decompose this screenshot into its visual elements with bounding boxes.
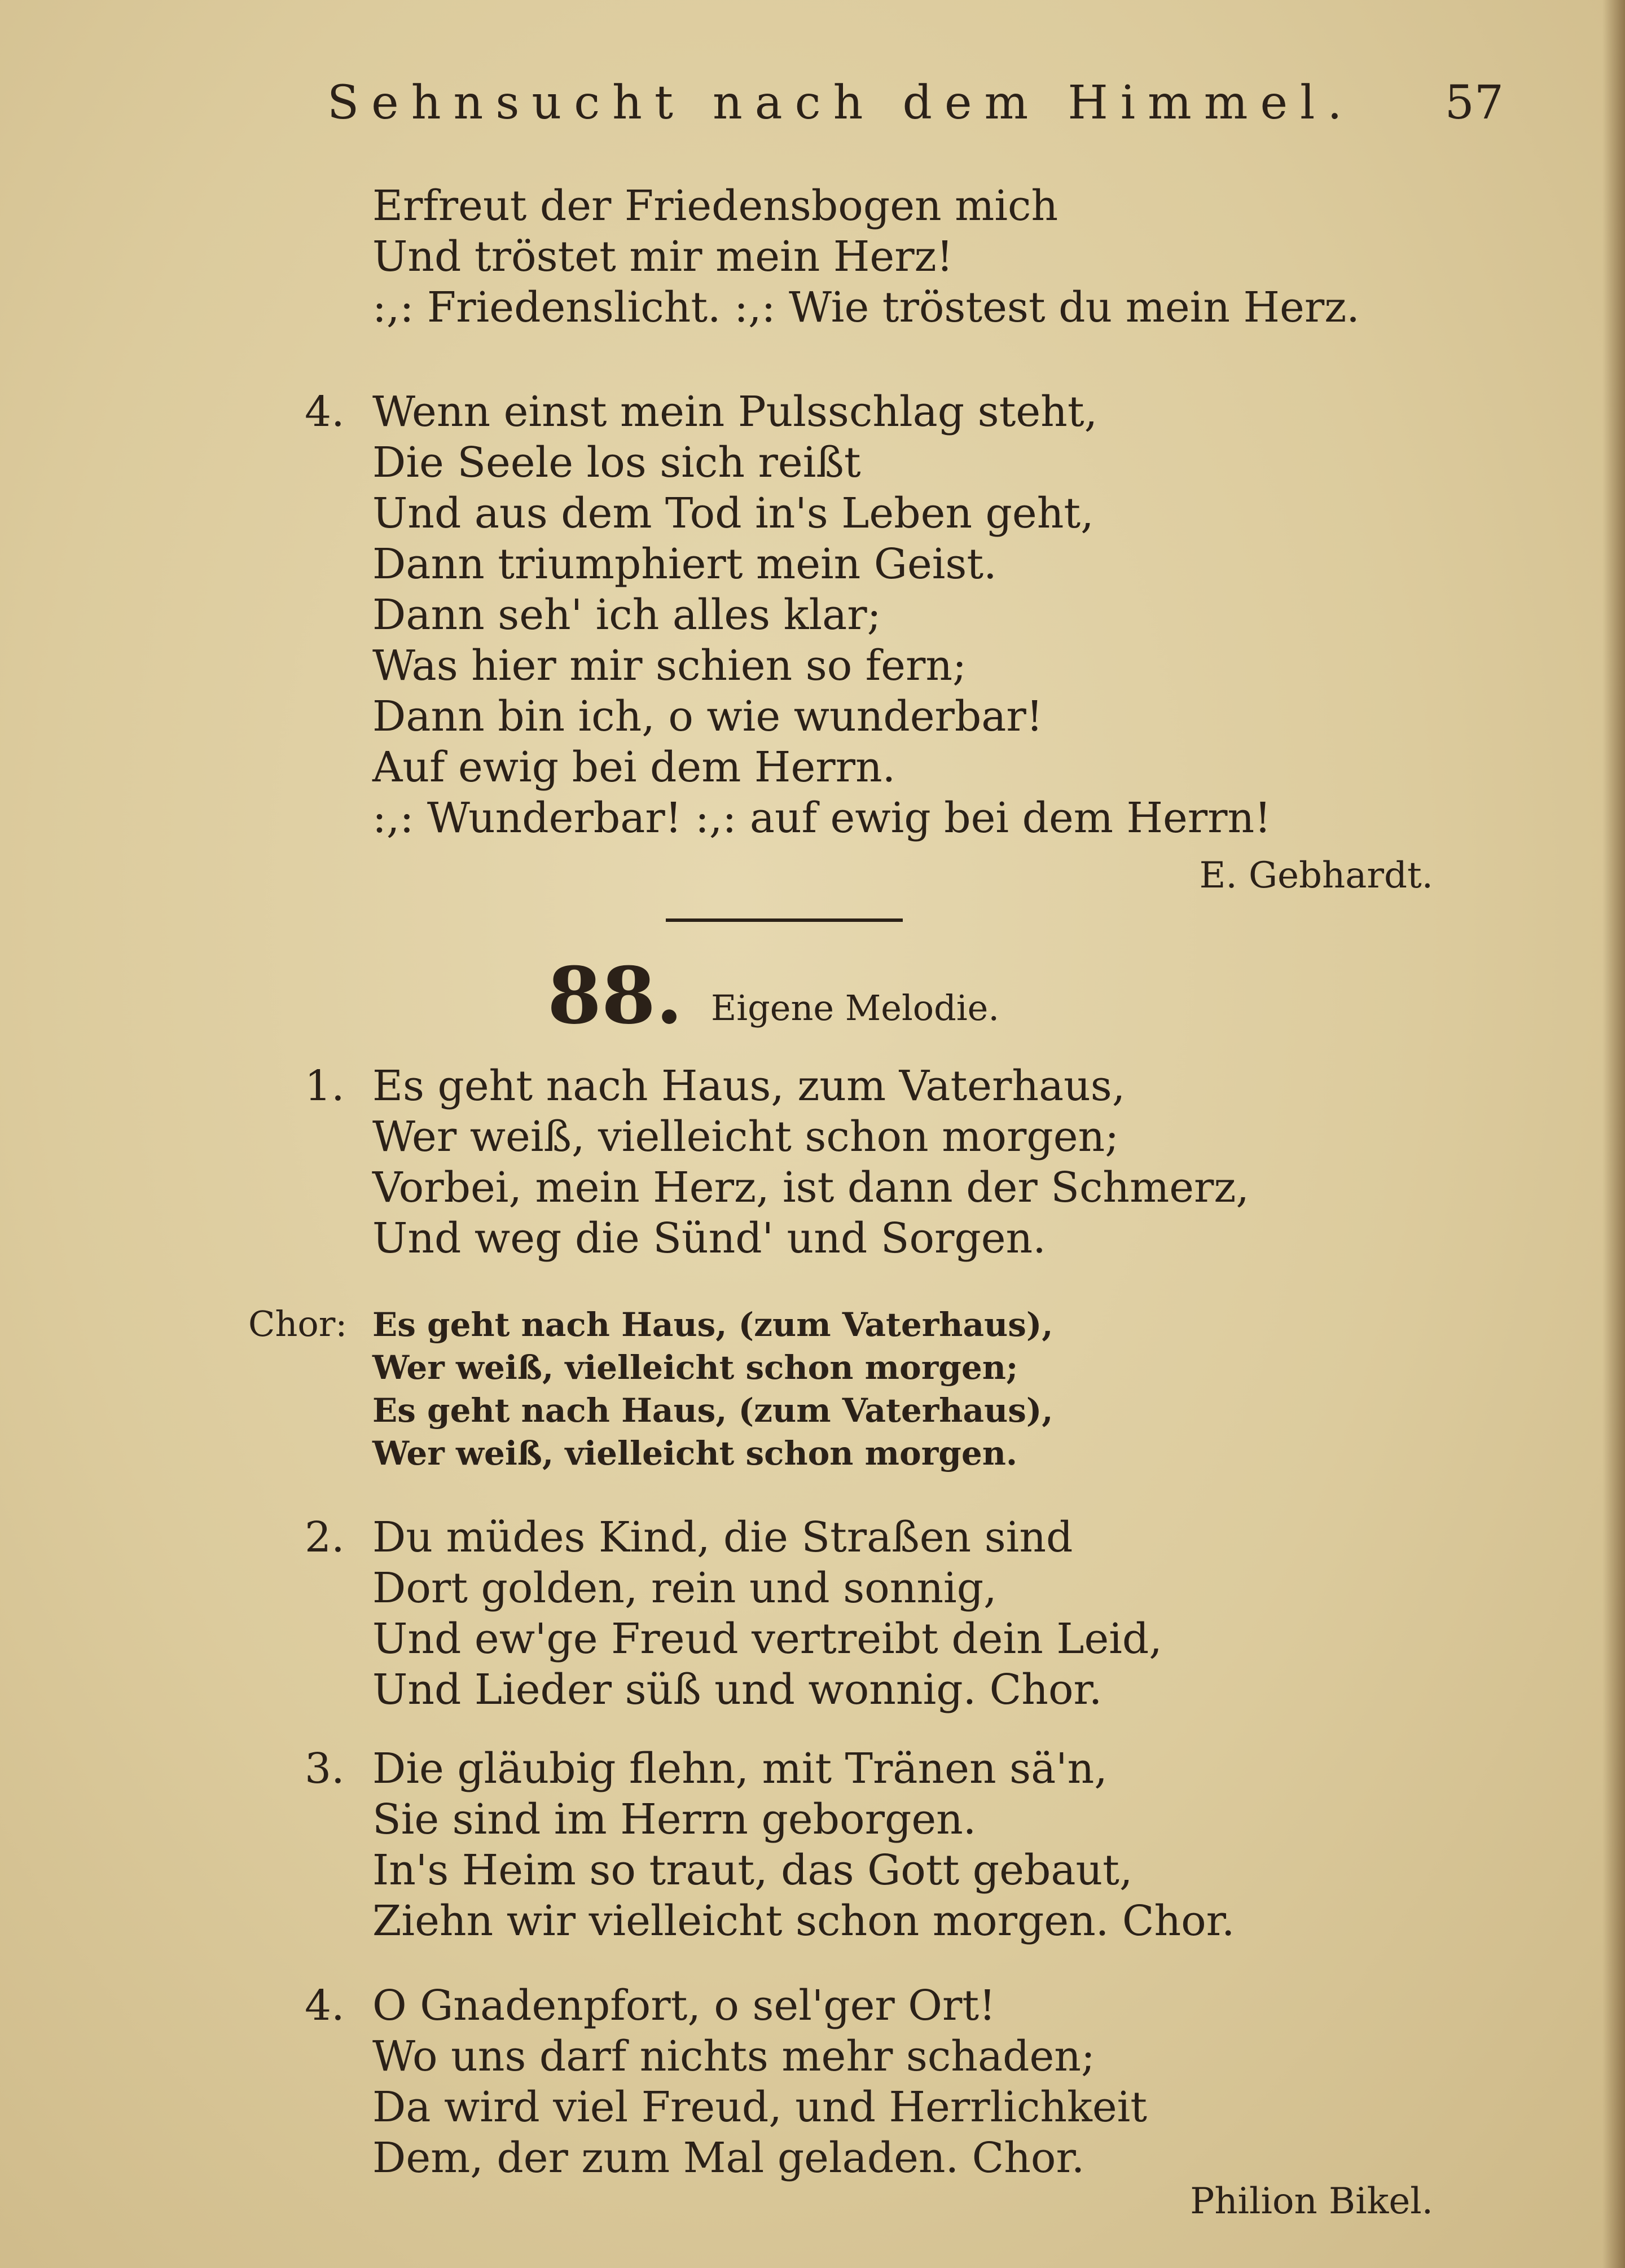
verse-line: Erfreut der Friedensbogen mich <box>372 182 1059 230</box>
chorus-line: Es geht nach Haus, (zum Vaterhaus), <box>372 1391 1053 1430</box>
section-divider <box>666 918 903 922</box>
stanza-2 <box>372 1512 1162 1715</box>
verse-line: Dem, der zum Mal geladen. Chor. <box>372 2134 1085 2182</box>
verse-line: Auf ewig bei dem Herrn. <box>372 743 896 792</box>
verse-line: Und ew'ge Freud vertreibt dein Leid, <box>372 1615 1162 1663</box>
verse-line: Und tröstet mir mein Herz! <box>372 232 954 281</box>
stanza-number: 2. <box>305 1513 345 1562</box>
verse-line: Wer weiß, vielleicht schon morgen; <box>372 1113 1119 1161</box>
chorus-line: Wer weiß, vielleicht schon morgen. <box>372 1434 1018 1473</box>
chorus-line: Es geht nach Haus, (zum Vaterhaus), <box>372 1306 1053 1344</box>
previous-hymn-stanza-4 <box>372 386 1271 843</box>
chorus-line: Wer weiß, vielleicht schon morgen; <box>372 1348 1018 1387</box>
stanza-1 <box>372 1061 1249 1264</box>
verse-line: Und aus dem Tod in's Leben geht, <box>372 489 1094 538</box>
verse-line: Wo uns darf nichts mehr schaden; <box>372 2032 1095 2081</box>
chorus <box>372 1303 1053 1475</box>
stanza-4 <box>372 1980 1147 2183</box>
stanza-number: 4. <box>305 388 345 436</box>
running-title: Sehnsucht nach dem Himmel. <box>327 76 1355 130</box>
stanza-3 <box>372 1743 1235 1946</box>
verse-line: Es geht nach Haus, zum Vaterhaus, <box>372 1062 1126 1110</box>
melody-note: Eigene Melodie. <box>711 987 1000 1028</box>
hymn-author: Philion Bikel. <box>1190 2181 1433 2222</box>
verse-line: O Gnadenpfort, o sel'ger Ort! <box>372 1981 996 2030</box>
verse-line: Dann triumphiert mein Geist. <box>372 540 997 588</box>
stanza-number: 1. <box>305 1062 345 1110</box>
verse-line: Ziehn wir vielleicht schon morgen. Chor. <box>372 1897 1235 1945</box>
verse-line: :,: Wunderbar! :,: auf ewig bei dem Herrn! <box>372 794 1271 842</box>
stanza-number: 3. <box>305 1744 345 1793</box>
verse-line: In's Heim so traut, das Gott gebaut, <box>372 1846 1133 1895</box>
page-edge-shadow <box>1602 0 1625 2268</box>
verse-line: Dann seh' ich alles klar; <box>372 591 881 639</box>
stanza-number: 4. <box>305 1981 345 2030</box>
page-number: 57 <box>1444 76 1504 130</box>
verse-line: Die Seele los sich reißt <box>372 438 861 487</box>
previous-hymn-continuation <box>372 181 1360 333</box>
verse-line: Sie sind im Herrn geborgen. <box>372 1795 977 1844</box>
verse-line: Vorbei, mein Herz, ist dann der Schmerz, <box>372 1163 1249 1212</box>
verse-line: Dort golden, rein und sonnig, <box>372 1564 997 1612</box>
verse-line: Dann bin ich, o wie wunderbar! <box>372 692 1043 741</box>
hymn-number: 88. <box>547 950 683 1041</box>
verse-line: Wenn einst mein Pulsschlag steht, <box>372 388 1098 436</box>
verse-line: Du müdes Kind, die Straßen sind <box>372 1513 1073 1562</box>
verse-line: Die gläubig flehn, mit Tränen sä'n, <box>372 1744 1108 1793</box>
previous-hymn-author: E. Gebhardt. <box>1199 855 1433 896</box>
verse-line: :,: Friedenslicht. :,: Wie tröstest du mein Herz. <box>372 283 1360 332</box>
chorus-label: Chor: <box>248 1303 348 1344</box>
verse-line: Was hier mir schien so fern; <box>372 641 967 690</box>
verse-line: Und weg die Sünd' und Sorgen. <box>372 1214 1046 1263</box>
verse-line: Und Lieder süß und wonnig. Chor. <box>372 1665 1103 1714</box>
verse-line: Da wird viel Freud, und Herrlichkeit <box>372 2083 1148 2131</box>
